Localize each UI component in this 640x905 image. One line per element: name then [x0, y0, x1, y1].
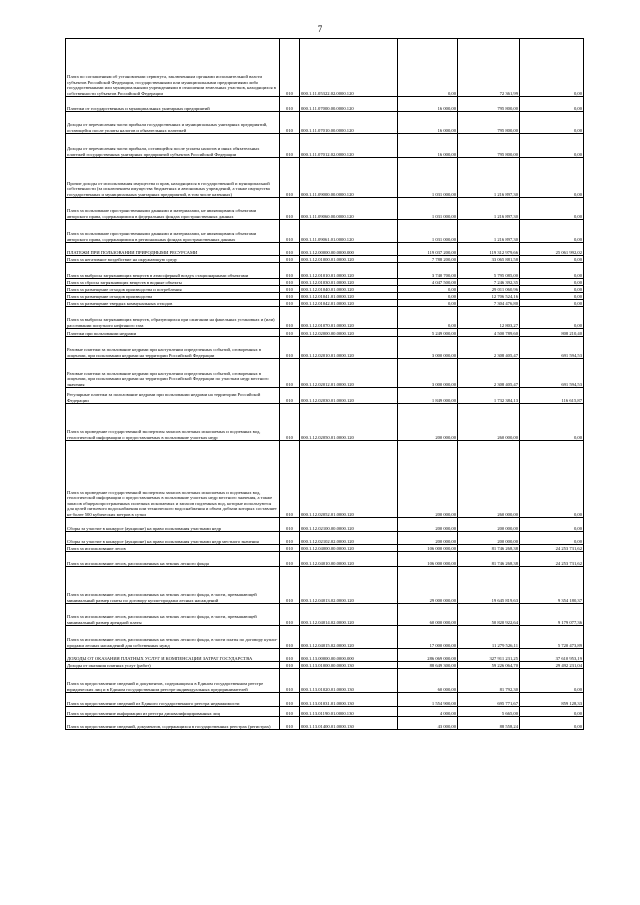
row-approved: 1 031 000,00 [398, 198, 458, 220]
row-code: 010 [280, 307, 300, 329]
row-code: 010 [280, 707, 300, 717]
row-executed: 5 795 085,00 [458, 263, 520, 279]
row-name: Платежи при пользовании недрами [66, 329, 280, 337]
row-unexecuted: 0,00 [520, 286, 584, 293]
revenue-table [65, 38, 584, 730]
row-executed: 327 911 231,25 [458, 649, 520, 662]
row-approved: 16 000,00 [398, 97, 458, 112]
row-code: 010 [280, 359, 300, 388]
row-approved: 0,00 [398, 39, 458, 97]
table-row [66, 293, 584, 300]
row-unexecuted: 0,00 [520, 97, 584, 112]
row-executed: 81 746 268,38 [458, 545, 520, 552]
row-executed: 1 216 897,30 [458, 198, 520, 220]
row-code: 010 [280, 279, 300, 286]
row-unexecuted: 859 128,33 [520, 693, 584, 707]
row-unexecuted: 29 492 231,04 [520, 662, 584, 669]
row-kbk: 000.1.12.01070.01.0000.120 [300, 307, 398, 329]
row-approved: 4 047 500,00 [398, 279, 458, 286]
row-name: Плата за предоставление информации из реестра дисквалифицированных лиц [66, 707, 280, 717]
row-name: Плата по соглашениям об установлении сервитута, заключенным органами исполнительной власти субъектов Российской Федерации, государственными или муниципальными предприятиями либо государственными или муниципальными учреждениями в отношении земельных участков, находящихся в собственности субъектов Российской Федерации [66, 39, 280, 97]
row-unexecuted: 0,00 [520, 717, 584, 730]
row-executed: 12 803,27 [458, 307, 520, 329]
row-approved: 7 788 200,00 [398, 256, 458, 263]
row-name: Доходы от перечисления части прибыли, остающейся после уплаты налогов и иных обязательных платежей государственных унитарных предприятий субъектов Российской Федерации [66, 134, 280, 158]
row-kbk: 000.1.12.02010.01.0000.120 [300, 337, 398, 359]
row-executed: 1 732 384,13 [458, 388, 520, 404]
row-name: Сборы за участие в конкурсе (аукционе) на право пользования участками недр [66, 518, 280, 532]
row-approved: 29 000 000,00 [398, 567, 458, 604]
row-unexecuted: 691 594,53 [520, 337, 584, 359]
row-kbk: 000.1.12.01042.01.0000.120 [300, 300, 398, 307]
row-kbk: 000.1.12.01040.01.0000.120 [300, 286, 398, 293]
row-approved: 0,00 [398, 300, 458, 307]
row-approved: 286 069 000,00 [398, 649, 458, 662]
row-approved: 106 000 000,00 [398, 552, 458, 567]
row-unexecuted: 0,00 [520, 307, 584, 329]
row-executed: 5 665,00 [458, 707, 520, 717]
row-approved: 1 554 900,00 [398, 693, 458, 707]
row-approved: 0,00 [398, 293, 458, 300]
row-approved: 200 000,00 [398, 441, 458, 518]
row-name: Плата за предоставление сведений и документов, содержащихся в Едином государственном реестре юридических лиц и в Едином государственном реестре индивидуальных предпринимателей [66, 669, 280, 693]
row-name: Доходы от перечисления части прибыли государственных и муниципальных унитарных предприятий, остающейся после уплаты налогов и обязательных платежей [66, 112, 280, 134]
row-approved: 5 249 000,00 [398, 329, 458, 337]
table-row [66, 441, 584, 518]
row-kbk: 000.1.12.04000.00.0000.120 [300, 545, 398, 552]
row-kbk: 000.1.11.05322.02.0000.120 [300, 39, 398, 97]
row-kbk: 000.1.12.04013.02.0000.120 [300, 567, 398, 604]
row-approved: 43 000,00 [398, 717, 458, 730]
row-unexecuted: 0,00 [520, 279, 584, 286]
row-kbk: 000.1.13.01031.01.0000.130 [300, 693, 398, 707]
row-approved: 0,00 [398, 307, 458, 329]
table-row [66, 256, 584, 263]
row-unexecuted: 0,00 [520, 112, 584, 134]
row-approved: 16 000,00 [398, 112, 458, 134]
row-kbk: 000.1.12.02052.01.0000.120 [300, 441, 398, 518]
row-executed: 1 216 897,30 [458, 220, 520, 243]
row-approved: 60 000 000,00 [398, 604, 458, 626]
row-name: Плата за предоставление сведений из Единого государственного реестра недвижимости [66, 693, 280, 707]
row-approved: 3 000 000,00 [398, 337, 458, 359]
row-unexecuted: 0,00 [520, 707, 584, 717]
table-row [66, 662, 584, 669]
row-executed: 1 216 897,30 [458, 158, 520, 198]
row-unexecuted: 25 061 992,02 [520, 243, 584, 256]
row-unexecuted: 0,00 [520, 220, 584, 243]
row-unexecuted: 0,00 [520, 404, 584, 441]
row-code: 010 [280, 662, 300, 669]
row-name: Плата за пользование пространственными данными и материалами, не являющимися объектами авторского права, содержащимися в региональных фондах пространственных данных [66, 220, 280, 243]
table-row [66, 359, 584, 388]
row-unexecuted: 0,00 [520, 300, 584, 307]
row-kbk: 000.1.13.01190.01.0000.130 [300, 707, 398, 717]
row-name: Разовые платежи за пользование недрами при наступлении определенных событий, оговоренных в лицензии, при пользовании недрами на территории Российской Федерации по участкам недр местного значения [66, 359, 280, 388]
row-kbk: 000.1.12.04014.02.0000.120 [300, 604, 398, 626]
row-code: 010 [280, 649, 300, 662]
table-row [66, 39, 584, 97]
table-row [66, 518, 584, 532]
table-row [66, 300, 584, 307]
row-name: Плата за сбросы загрязняющих веществ в водные объекты [66, 279, 280, 286]
table-row [66, 669, 584, 693]
table-row [66, 243, 584, 256]
row-name: Плата за размещение отходов производства и потребления [66, 286, 280, 293]
row-name: Платежи от государственных и муниципальных унитарных предприятий [66, 97, 280, 112]
row-code: 010 [280, 669, 300, 693]
row-code: 010 [280, 532, 300, 545]
row-approved: 1 031 000,00 [398, 220, 458, 243]
row-executed: 29 011 060,96 [458, 286, 520, 293]
row-executed: 7 304 476,80 [458, 300, 520, 307]
row-code: 010 [280, 293, 300, 300]
row-unexecuted: 24 253 731,62 [520, 545, 584, 552]
row-executed: 19 645 819,63 [458, 567, 520, 604]
row-unexecuted: 0,00 [520, 518, 584, 532]
row-name: Регулярные платежи за пользование недрами при пользовании недрами на территории Российской Федерации [66, 388, 280, 404]
row-code: 010 [280, 220, 300, 243]
row-code: 010 [280, 198, 300, 220]
row-approved: 1 849 000,00 [398, 388, 458, 404]
row-name: Плата за использование лесов, расположенных на землях лесного фонда, в части, превышающей минимальный размер арендной платы [66, 604, 280, 626]
row-kbk: 000.1.13.01400.01.0000.130 [300, 717, 398, 730]
row-executed: 88 558,24 [458, 717, 520, 730]
table-row [66, 134, 584, 158]
row-approved: 88 649 300,00 [398, 662, 458, 669]
row-kbk: 000.1.12.01030.01.0000.120 [300, 279, 398, 286]
row-unexecuted: 0,00 [520, 669, 584, 693]
row-executed: 11 279 526,11 [458, 626, 520, 649]
row-approved: 17 000 000,00 [398, 626, 458, 649]
row-executed: 795 800,00 [458, 134, 520, 158]
row-unexecuted: 0,00 [520, 158, 584, 198]
table-row [66, 337, 584, 359]
row-kbk: 000.1.12.02012.01.0000.120 [300, 359, 398, 388]
table-row [66, 707, 584, 717]
table-row [66, 649, 584, 662]
row-approved: 1 031 000,00 [398, 158, 458, 198]
table-row [66, 388, 584, 404]
row-kbk: 000.1.11.07000.00.0000.120 [300, 97, 398, 112]
row-executed: 12 706 524,16 [458, 293, 520, 300]
row-kbk: 000.1.12.02102.02.0000.120 [300, 532, 398, 545]
row-executed: 200 000,00 [458, 518, 520, 532]
row-code: 010 [280, 158, 300, 198]
row-code: 010 [280, 717, 300, 730]
row-name: Прочие доходы от использования имущества и прав, находящихся в государственной и муниципальной собственности (за исключением имущества бюджетных и автономных учреждений, а также имущества государственных и муниципальных унитарных предприятий, в том числе казенных) [66, 158, 280, 198]
table-row [66, 307, 584, 329]
row-name: Плата за размещение твердых коммунальных отходов [66, 300, 280, 307]
row-code: 010 [280, 300, 300, 307]
row-kbk: 000.1.12.02000.00.0000.120 [300, 329, 398, 337]
row-unexecuted: 5 720 473,89 [520, 626, 584, 649]
table-row [66, 286, 584, 293]
table-row [66, 604, 584, 626]
row-code: 010 [280, 329, 300, 337]
row-code: 010 [280, 263, 300, 279]
table-row [66, 717, 584, 730]
row-code: 010 [280, 134, 300, 158]
row-executed: 72 361,99 [458, 39, 520, 97]
row-kbk: 000.1.11.09061.01.0000.120 [300, 220, 398, 243]
row-approved: 200 000,00 [398, 532, 458, 545]
row-executed: 695 771,67 [458, 693, 520, 707]
row-unexecuted: 0,00 [520, 532, 584, 545]
row-approved: 16 000,00 [398, 134, 458, 158]
row-name: Разовые платежи за пользование недрами при наступлении определенных событий, оговоренных в лицензии, при пользовании недрами на территории Российской Федерации [66, 337, 280, 359]
row-name: Плата за выбросы загрязняющих веществ, образующихся при сжигании на факельных установках и (или) рассеивании попутного нефтяного газа [66, 307, 280, 329]
row-approved: 200 000,00 [398, 404, 458, 441]
row-unexecuted: 691 594,53 [520, 359, 584, 388]
row-kbk: 000.1.12.04010.00.0000.120 [300, 552, 398, 567]
row-name: Плата за использование лесов, расположенных на землях лесного фонда, в части платы по договору купли-продажи лесных насаждений для собственных нужд [66, 626, 280, 649]
row-code: 010 [280, 243, 300, 256]
row-name: Плата за использование лесов, расположенных на землях лесного фонда [66, 552, 280, 567]
row-executed: 795 800,00 [458, 97, 520, 112]
row-code: 010 [280, 552, 300, 567]
table-row [66, 198, 584, 220]
row-name: ДОХОДЫ ОТ ОКАЗАНИЯ ПЛАТНЫХ УСЛУГ И КОМПЕНСАЦИИ ЗАТРАТ ГОСУДАРСТВА [66, 649, 280, 662]
row-code: 010 [280, 567, 300, 604]
row-name: Плата за проведение государственной экспертизы запасов полезных ископаемых и подземных вод, геологической информации о предоставляемых в пользование участках недр [66, 404, 280, 441]
table-row [66, 545, 584, 552]
row-code: 010 [280, 388, 300, 404]
row-code: 010 [280, 112, 300, 134]
row-kbk: 000.1.12.04015.02.0000.120 [300, 626, 398, 649]
row-code: 010 [280, 518, 300, 532]
table-row [66, 158, 584, 198]
row-code: 010 [280, 286, 300, 293]
table-row [66, 404, 584, 441]
page-number: 7 [317, 24, 323, 34]
row-name: Плата за предоставление сведений, документов, содержащихся в государственных реестрах (регистрах) [66, 717, 280, 730]
row-name: Сборы за участие в конкурсе (аукционе) на право пользования участками недр местного значения [66, 532, 280, 545]
row-kbk: 000.1.12.01041.01.0000.120 [300, 293, 398, 300]
row-name: Плата за использование лесов [66, 545, 280, 552]
row-executed: 200 000,00 [458, 532, 520, 545]
row-unexecuted: 0,00 [520, 134, 584, 158]
table-row [66, 552, 584, 567]
row-name: Плата за выбросы загрязняющих веществ в атмосферный воздух стационарными объектами [66, 263, 280, 279]
row-executed: 795 800,00 [458, 112, 520, 134]
table-row [66, 97, 584, 112]
row-approved: 119 037 200,00 [398, 243, 458, 256]
row-code: 010 [280, 337, 300, 359]
row-name: Доходы от оказания платных услуг (работ) [66, 662, 280, 669]
row-executed: 260 000,00 [458, 404, 520, 441]
table-row [66, 263, 584, 279]
row-kbk: 000.1.13.01020.01.0000.130 [300, 669, 398, 693]
row-kbk: 000.1.11.07012.02.0000.120 [300, 134, 398, 158]
row-code: 010 [280, 693, 300, 707]
row-kbk: 000.1.12.02050.01.0000.120 [300, 404, 398, 441]
row-unexecuted: 9 354 180,37 [520, 567, 584, 604]
row-approved: 200 000,00 [398, 518, 458, 532]
row-code: 010 [280, 626, 300, 649]
row-executed: 33 065 881,58 [458, 256, 520, 263]
table-row [66, 279, 584, 286]
row-unexecuted: 0,00 [520, 256, 584, 263]
table-row [66, 567, 584, 604]
row-executed: 2 308 405,47 [458, 337, 520, 359]
row-executed: 50 820 922,64 [458, 604, 520, 626]
row-unexecuted: 24 253 731,62 [520, 552, 584, 567]
row-name: ПЛАТЕЖИ ПРИ ПОЛЬЗОВАНИИ ПРИРОДНЫМИ РЕСУРСАМИ [66, 243, 280, 256]
row-unexecuted: 37 610 953,19 [520, 649, 584, 662]
table-row [66, 626, 584, 649]
row-name: Плата за использование лесов, расположенных на землях лесного фонда, в части, превышающей минимальный размер платы по договору купли-продажи лесных насаждений [66, 567, 280, 604]
row-name: Плата за размещение отходов производства [66, 293, 280, 300]
row-code: 010 [280, 441, 300, 518]
row-name: Плата за пользование пространственными данными и материалами, не являющимися объектами авторского права, содержащимися в федеральных фондах пространственных данных [66, 198, 280, 220]
row-kbk: 000.1.11.07010.00.0000.120 [300, 112, 398, 134]
row-name: Плата за проведение государственной экспертизы запасов полезных ископаемых и подземных вод, геологической информации о предоставляемых в пользование участках недр местного значения, а также запасов общераспространенных полезных ископаемых и запасов подземных вод, которые используются для целей питьевого водоснабжения или технического водоснабжения и объем добычи которых составляет не более 500 кубических метров в сутки [66, 441, 280, 518]
row-kbk: 000.1.11.09000.00.0000.120 [300, 158, 398, 198]
row-unexecuted: 0,00 [520, 263, 584, 279]
row-kbk: 000.1.11.09060.00.0000.120 [300, 198, 398, 220]
row-executed: 119 312 979,66 [458, 243, 520, 256]
table-row [66, 532, 584, 545]
row-unexecuted: 0,00 [520, 39, 584, 97]
row-name: Плата за негативное воздействие на окружающую среду [66, 256, 280, 263]
table-row [66, 220, 584, 243]
row-kbk: 000.1.12.02100.00.0000.120 [300, 518, 398, 532]
row-executed: 81 746 268,38 [458, 552, 520, 567]
row-approved: 60 000,00 [398, 669, 458, 693]
row-unexecuted: 0,00 [520, 441, 584, 518]
table-row [66, 329, 584, 337]
row-code: 010 [280, 256, 300, 263]
row-kbk: 000.1.12.00000.00.0000.000 [300, 243, 398, 256]
row-approved: 3 740 700,00 [398, 263, 458, 279]
row-unexecuted: 0,00 [520, 293, 584, 300]
row-kbk: 000.1.12.01010.01.0000.120 [300, 263, 398, 279]
row-unexecuted: 9 179 077,36 [520, 604, 584, 626]
row-code: 010 [280, 545, 300, 552]
row-approved: 4 000,00 [398, 707, 458, 717]
table-row [66, 693, 584, 707]
row-unexecuted: 808 210,40 [520, 329, 584, 337]
row-kbk: 000.1.13.01000.00.0000.130 [300, 662, 398, 669]
row-executed: 2 308 405,47 [458, 359, 520, 388]
row-executed: 81 792,30 [458, 669, 520, 693]
row-code: 010 [280, 404, 300, 441]
row-executed: 7 246 392,35 [458, 279, 520, 286]
row-kbk: 000.1.12.02030.01.0000.120 [300, 388, 398, 404]
row-executed: 59 226 064,70 [458, 662, 520, 669]
row-kbk: 000.1.13.00000.00.0000.000 [300, 649, 398, 662]
row-executed: 260 000,00 [458, 441, 520, 518]
row-approved: 0,00 [398, 286, 458, 293]
row-code: 010 [280, 39, 300, 97]
table-row [66, 112, 584, 134]
row-unexecuted: 0,00 [520, 198, 584, 220]
row-kbk: 000.1.12.01000.01.0000.120 [300, 256, 398, 263]
row-executed: 4 500 789,60 [458, 329, 520, 337]
row-approved: 106 000 000,00 [398, 545, 458, 552]
row-unexecuted: 116 615,87 [520, 388, 584, 404]
row-approved: 3 000 000,00 [398, 359, 458, 388]
row-code: 010 [280, 604, 300, 626]
row-code: 010 [280, 97, 300, 112]
